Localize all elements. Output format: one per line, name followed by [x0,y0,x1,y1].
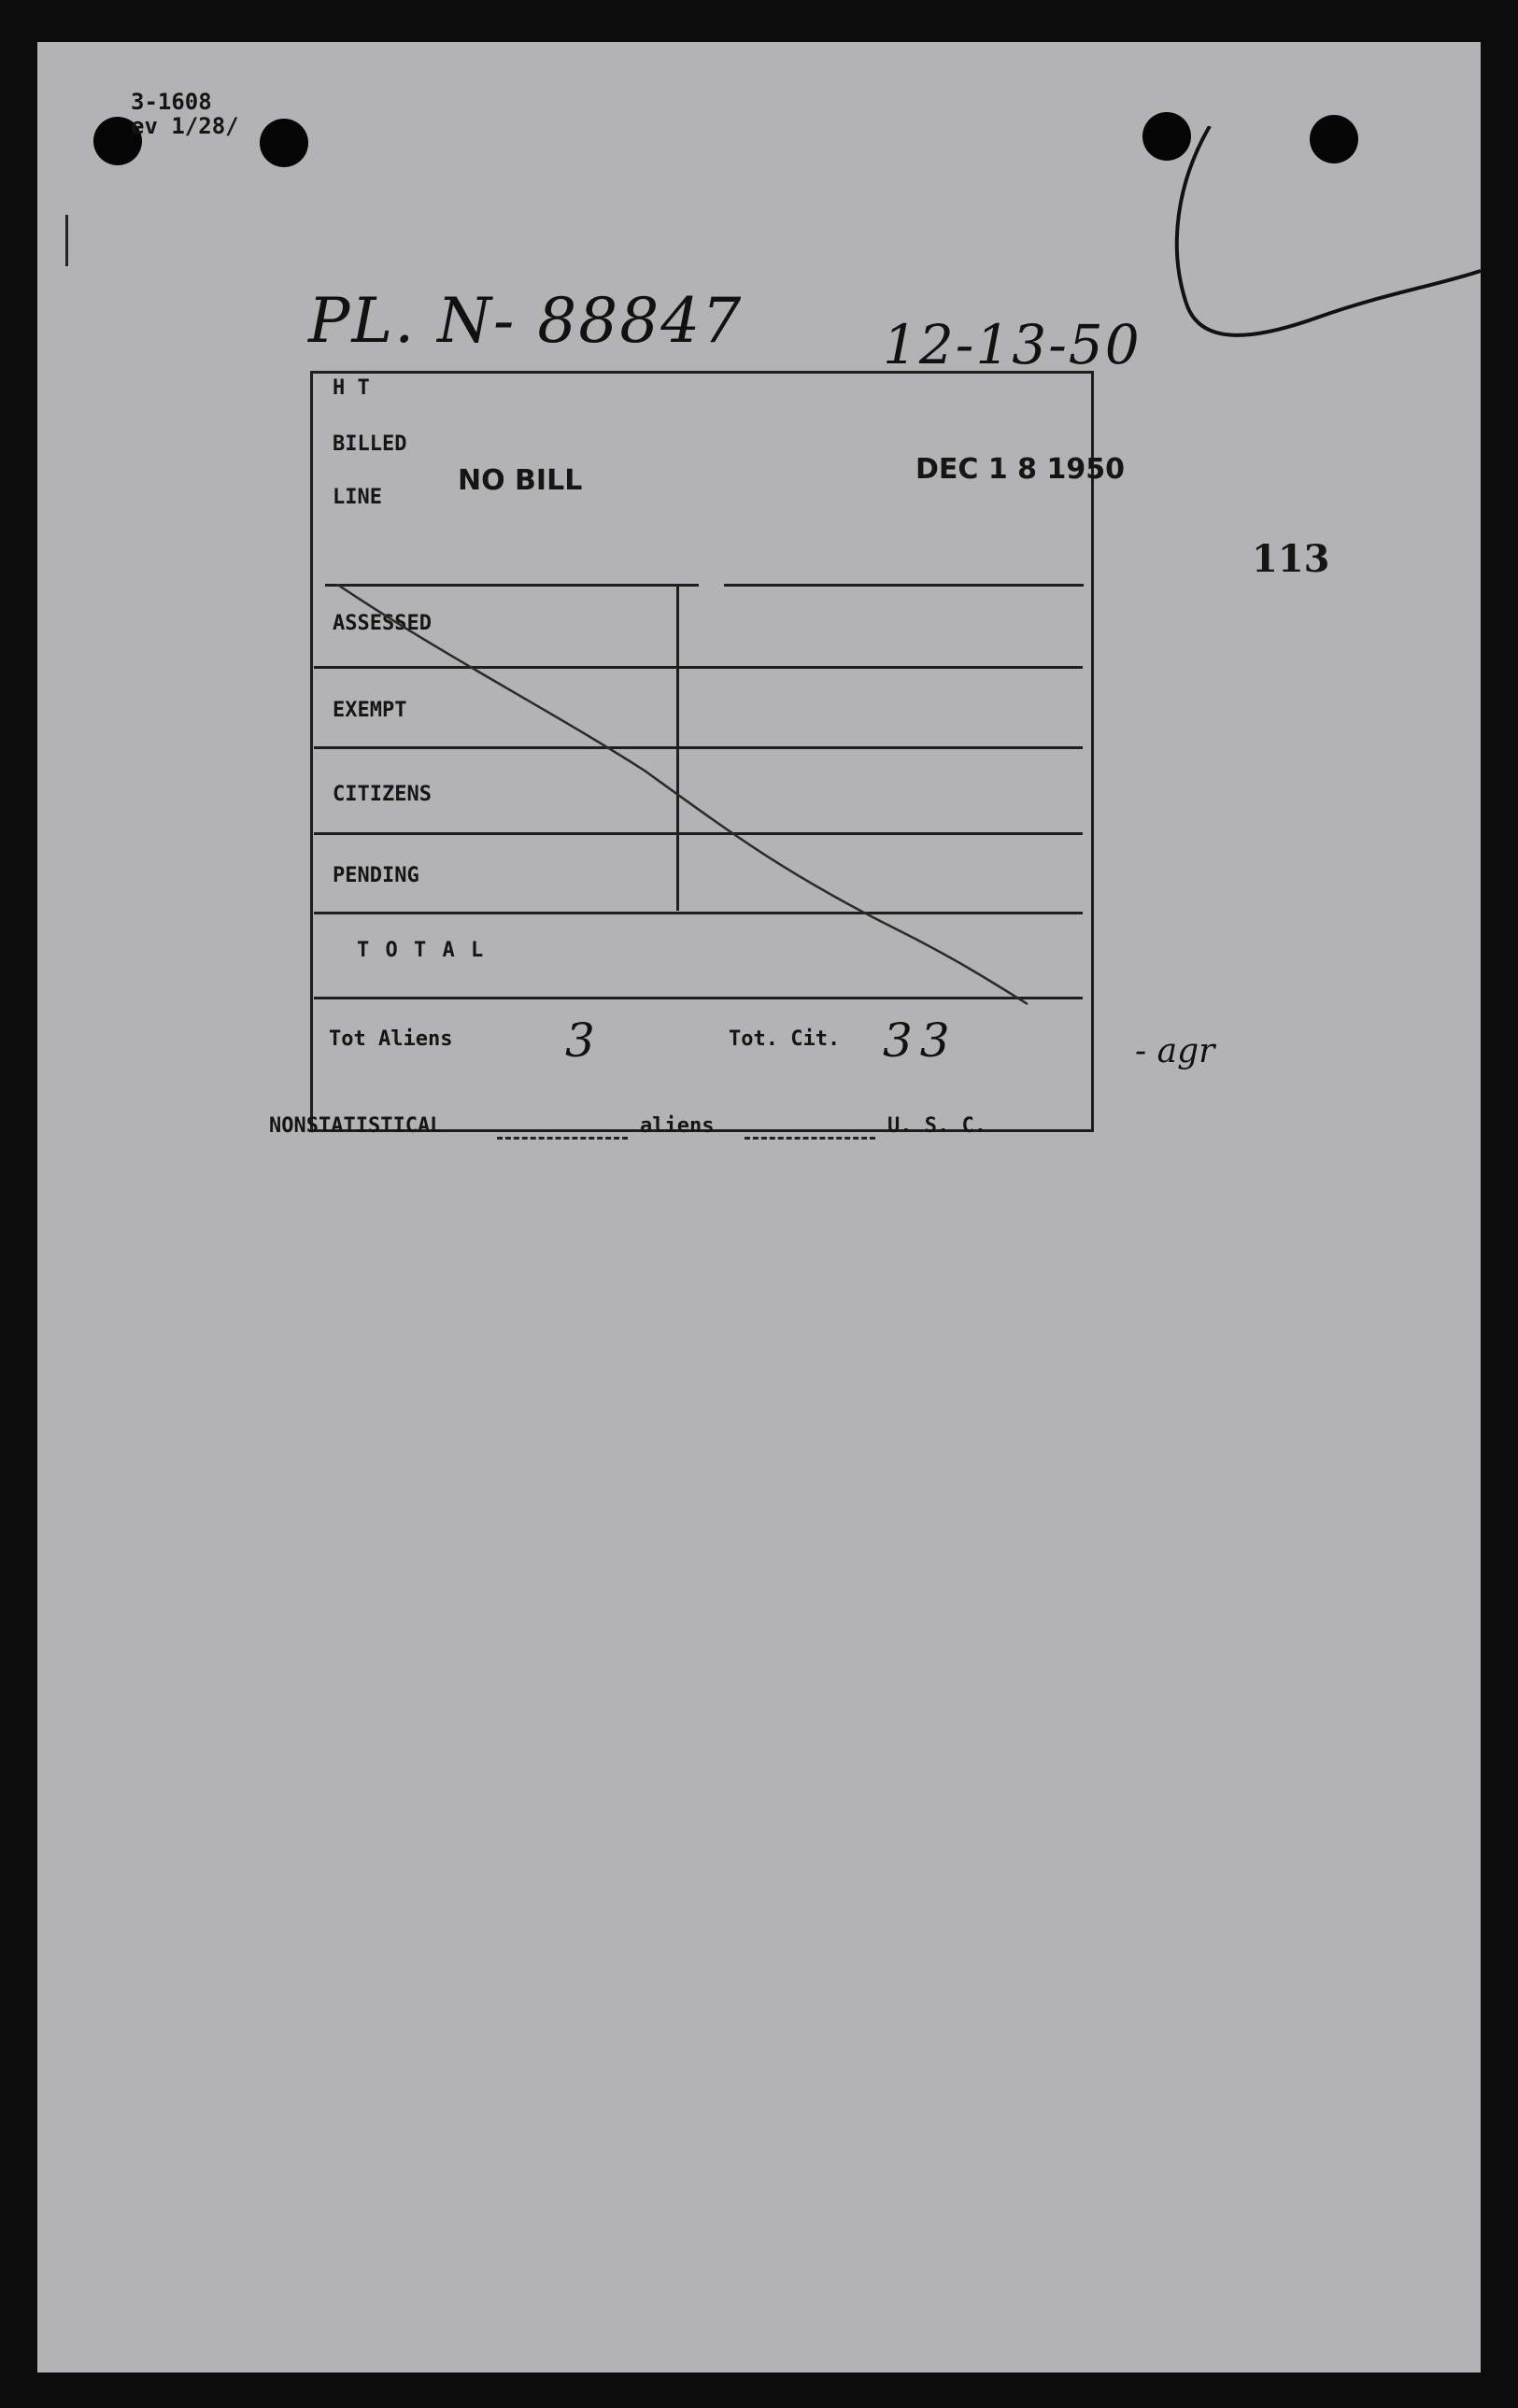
nonstatistical-label: NONSTATISTICAL [269,1114,443,1138]
handwritten-date: 12-13-50 [883,313,1142,376]
citizens-count: 33 [883,1013,958,1068]
nonstatistical-blank [497,1137,628,1140]
aliens-blank [745,1137,875,1140]
row-assessed-label: ASSESSED [333,612,432,635]
line-label: LINE [333,486,382,509]
pen-curve-mark [1158,126,1481,388]
aliens-count: 3 [565,1013,595,1068]
ht-label: H T [333,376,370,400]
document-sheet [37,42,1481,2373]
handwritten-initials: - agr [1135,1032,1215,1070]
aliens-label: aliens [640,1114,715,1138]
row-pending-label: PENDING [333,864,419,887]
diagonal-strike-line [336,584,1046,1013]
row-citizens-label: CITIZENS [333,783,432,806]
tot-cit-label: Tot. Cit. [729,1027,841,1051]
page-number: 113 [1252,537,1330,581]
no-bill-stamp: NO BILL [458,464,583,497]
handwritten-reference: PL. N- 88847 [308,285,744,357]
total-label: T O T A L [357,939,486,962]
margin-mark [65,215,68,266]
form-number: 3-1608 [131,89,212,115]
date-stamp: DEC 1 8 1950 [915,453,1125,486]
row-exempt-label: EXEMPT [333,699,407,722]
form-revision: ev 1/28/ [131,113,239,139]
punch-hole-left-2 [260,119,308,167]
billed-label: BILLED [333,432,407,456]
usc-label: U. S. C. [887,1114,986,1138]
tot-aliens-label: Tot Aliens [329,1027,453,1051]
